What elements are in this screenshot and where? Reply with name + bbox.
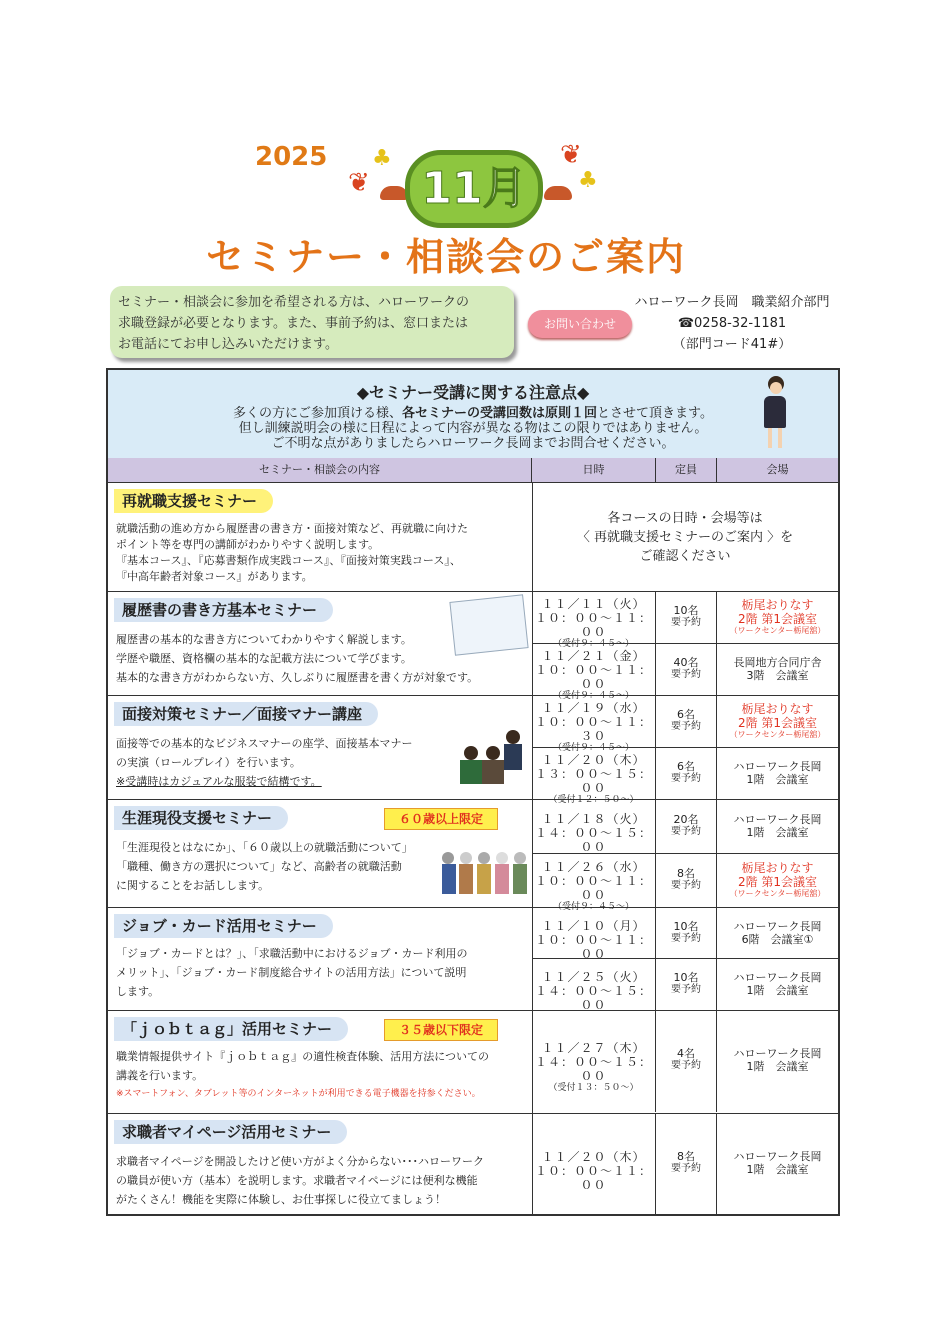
slot-venue bbox=[717, 854, 838, 907]
seminar-name: 履歴書の書き方基本セミナー bbox=[114, 598, 333, 622]
reference-note bbox=[532, 509, 838, 566]
desc-line: 「ジョブ・カードとは？」、「求職活動中におけるジョブ・カード利用の bbox=[116, 947, 468, 960]
schedule-slot bbox=[532, 958, 838, 1010]
reception-text: （受付９：４５～） bbox=[552, 902, 634, 912]
seminar-name: 「ｊｏｂｔａｇ」活用セミナー bbox=[114, 1017, 348, 1041]
desc-line: 履歴書の基本的な書き方についてわかりやすく解説します。 bbox=[116, 633, 412, 646]
seminar-name: 面接対策セミナー／面接マナー講座 bbox=[114, 702, 378, 726]
slot-capacity bbox=[656, 959, 717, 1010]
office-name: ハローワーク長岡 職業紹介部門 bbox=[634, 295, 830, 310]
venue-note: （ワークセンター栃尾舘） bbox=[729, 730, 826, 739]
desc-line: 職業情報提供サイト『ｊｏｂｔａｇ』の適性検査体験、活用方法についての bbox=[116, 1050, 490, 1063]
desc-line: 講義を行います。 bbox=[116, 1069, 204, 1082]
venue-room: 1階 会議室 bbox=[746, 1060, 809, 1073]
reception-text: （受付１３：５０～） bbox=[548, 1083, 639, 1093]
venue-room: 6階 会議室① bbox=[741, 933, 814, 946]
year: 2025 bbox=[255, 142, 328, 172]
slot-venue bbox=[717, 908, 838, 958]
seminar-description bbox=[116, 1047, 526, 1103]
table-row bbox=[108, 696, 838, 805]
slot-venue bbox=[717, 592, 838, 643]
slot-date bbox=[532, 644, 656, 701]
note-line-3: ご不明な点がありましたらハローワーク長岡までお問合せください。 bbox=[271, 436, 675, 451]
header-content: セミナー・相談会の内容 bbox=[108, 458, 532, 482]
capacity-text: 10名 bbox=[673, 920, 699, 933]
slot-capacity bbox=[656, 854, 717, 907]
venue-text: 栃尾おりなす bbox=[741, 861, 814, 875]
venue-text: ハローワーク長岡 bbox=[733, 971, 822, 984]
seminar-info bbox=[108, 908, 533, 1010]
venue-note: （ワークセンター栃尾舘） bbox=[729, 626, 826, 635]
time-text: １３：００～１５：００ bbox=[534, 767, 652, 795]
slot-date bbox=[532, 1011, 656, 1112]
contact-button[interactable]: お問い合わせ bbox=[528, 310, 632, 338]
desc-line: 就職活動の進め方から履歴書の書き方・面接対策など、再就職に向けた bbox=[116, 522, 468, 535]
date-text: １１／２５（火） bbox=[541, 970, 646, 984]
reserve-text: 要予約 bbox=[671, 721, 701, 732]
ginkgo-leaf-icon: ♣ bbox=[372, 146, 392, 171]
table-row bbox=[108, 592, 838, 701]
staff-person-icon bbox=[760, 376, 790, 452]
desc-line: に関することをお話しします。 bbox=[116, 879, 270, 892]
slot-venue bbox=[717, 644, 838, 695]
slot-venue bbox=[717, 800, 838, 853]
venue-text: ハローワーク長岡 bbox=[733, 760, 822, 773]
desc-line: 『基本コース』、『応募書類作成実践コース』、『面接対策実践コース』、 bbox=[116, 554, 461, 567]
notice-line: セミナー・相談会に参加を希望される方は、ハローワークの bbox=[118, 295, 470, 310]
time-text: １０：００～１１：００ bbox=[534, 874, 652, 902]
seminar-info bbox=[108, 483, 533, 591]
desc-line: ポイント等を専門の講師がわかりやすく説明します。 bbox=[116, 538, 380, 551]
table-header bbox=[108, 458, 838, 483]
seminar-info bbox=[108, 800, 533, 907]
venue-room: 1階 会議室 bbox=[746, 773, 809, 786]
reserve-text: 要予約 bbox=[671, 984, 701, 995]
venue-room: 1階 会議室 bbox=[746, 1163, 809, 1176]
desc-line: 学歴や職歴、資格欄の基本的な記載方法について学びます。 bbox=[116, 652, 412, 665]
slot-venue bbox=[717, 696, 838, 747]
desc-line: 「職種、働き方の選択について」など、高齢者の就職活動 bbox=[116, 860, 402, 873]
table-row bbox=[108, 483, 838, 592]
time-text: １４：００～１５：００ bbox=[534, 984, 652, 1012]
seminar-name: 再就職支援セミナー bbox=[114, 489, 273, 513]
desc-line: の職員が使い方（基本）を説明します。求職者マイページには便利な機能 bbox=[116, 1174, 478, 1187]
capacity-text: 8名 bbox=[677, 1150, 695, 1163]
page-title: セミナー・相談会のご案内 bbox=[206, 235, 687, 279]
age-limit-badge: ６０歳以上限定 bbox=[384, 808, 498, 830]
schedule-slot bbox=[532, 747, 838, 805]
venue-text: 長岡地方合同庁舎 bbox=[733, 656, 822, 669]
venue-room: 1階 会議室 bbox=[746, 984, 809, 997]
capacity-text: 10名 bbox=[673, 604, 699, 617]
note-line: 〈 再就職支援セミナーのご案内 〉を bbox=[576, 530, 794, 545]
time-text: １０：００～１１：００ bbox=[534, 611, 652, 639]
capacity-text: 6名 bbox=[677, 708, 695, 721]
note-line: ご確認ください bbox=[639, 549, 731, 564]
reception-text: （受付９：４５～） bbox=[552, 691, 634, 701]
slot-capacity bbox=[656, 748, 717, 799]
slot-capacity bbox=[656, 908, 717, 958]
table-row bbox=[108, 1011, 838, 1114]
desc-line: 求職者マイページを開設したけど使い方がよく分からない･･･ハローワーク bbox=[116, 1155, 485, 1168]
maple-leaf-icon: ❦ bbox=[348, 168, 370, 198]
seminar-info bbox=[108, 592, 533, 695]
reserve-text: 要予約 bbox=[671, 617, 701, 628]
time-text: １０：００～１１：００ bbox=[534, 663, 652, 691]
seminar-description bbox=[116, 521, 526, 585]
schedule-slot bbox=[532, 696, 838, 753]
contact-info bbox=[632, 292, 832, 355]
slot-capacity bbox=[656, 1011, 717, 1112]
time-text: １０：００～１１：００ bbox=[534, 933, 652, 961]
slot-date bbox=[532, 854, 656, 912]
venue-room: 2階 第1会議室 bbox=[737, 875, 818, 889]
venue-text: 栃尾おりなす bbox=[741, 702, 814, 716]
maple-leaf-icon: ❦ bbox=[560, 140, 582, 170]
date-text: １１／２０（木） bbox=[541, 753, 646, 767]
seminar-description bbox=[116, 1152, 526, 1209]
mushroom-icon bbox=[380, 186, 408, 200]
date-text: １１／１０（月） bbox=[541, 919, 646, 933]
desc-line: 『中高年齢者対象コース』があります。 bbox=[116, 570, 313, 583]
slot-venue bbox=[717, 1011, 838, 1112]
seminar-info bbox=[108, 1114, 533, 1214]
note-line-2: 但し訓練説明会の様に日程によって内容が異なる物はこの限りではありません。 bbox=[238, 421, 708, 436]
capacity-text: 40名 bbox=[673, 656, 699, 669]
month-badge: 11月 bbox=[405, 150, 543, 228]
venue-text: ハローワーク長岡 bbox=[733, 1150, 822, 1163]
reserve-text: 要予約 bbox=[671, 933, 701, 944]
seminar-name: 求職者マイページ活用セミナー bbox=[114, 1120, 347, 1144]
desc-line: がたくさん！機能を実際に体験し、お仕事探しに役立てましょう！ bbox=[116, 1193, 446, 1206]
slot-date bbox=[532, 800, 656, 853]
time-text: １０：００～１１：００ bbox=[534, 1164, 652, 1192]
mushroom-icon bbox=[544, 186, 572, 200]
schedule-slot bbox=[532, 800, 838, 853]
desc-line: 面接等での基本的なビジネスマナーの座学、面接基本マナー bbox=[116, 737, 413, 750]
registration-notice bbox=[110, 286, 514, 358]
reserve-text: 要予約 bbox=[671, 1060, 701, 1071]
date-text: １１／２７（木） bbox=[541, 1041, 646, 1055]
notes-section bbox=[108, 370, 838, 459]
date-text: １１／１１（火） bbox=[541, 597, 646, 611]
time-text: １４：００～１５：００ bbox=[534, 826, 652, 854]
desc-line: します。 bbox=[116, 985, 160, 998]
desc-line: の実演（ロールプレイ）を行います。 bbox=[116, 756, 301, 769]
venue-room: 2階 第1会議室 bbox=[737, 716, 818, 730]
interview-people-icon bbox=[460, 730, 526, 790]
senior-group-icon bbox=[442, 852, 528, 898]
reception-text: （受付１２：５０～） bbox=[548, 795, 639, 805]
venue-room: 2階 第1会議室 bbox=[737, 612, 818, 626]
ginkgo-leaf-icon: ♣ bbox=[578, 168, 598, 193]
venue-text: ハローワーク長岡 bbox=[733, 920, 822, 933]
reserve-text: 要予約 bbox=[671, 826, 701, 837]
date-text: １１／２１（金） bbox=[541, 649, 646, 663]
notice-line: お電話にてお申し込みいただけます。 bbox=[118, 337, 338, 352]
venue-room: 1階 会議室 bbox=[746, 826, 809, 839]
capacity-text: 4名 bbox=[677, 1047, 695, 1060]
slot-venue bbox=[717, 959, 838, 1010]
slot-date bbox=[532, 1114, 656, 1214]
department-code: （部門コード41#） bbox=[672, 337, 792, 352]
capacity-text: 6名 bbox=[677, 760, 695, 773]
table-row bbox=[108, 908, 838, 1011]
desc-line: ※受講時はカジュアルな服装で結構です。 bbox=[116, 775, 322, 788]
note-text: 多くの方にご参加頂ける様、 bbox=[233, 406, 403, 421]
time-text: １０：００～１１：３０ bbox=[534, 715, 652, 743]
seminar-name: 生涯現役支援セミナー bbox=[114, 806, 288, 830]
desc-line: 「生涯現役とはなにか」、「６０歳以上の就職活動について」 bbox=[116, 841, 413, 854]
note-emphasis: 各セミナーの受講回数は原則１回 bbox=[402, 406, 598, 421]
seminar-info bbox=[108, 1011, 533, 1113]
slot-date bbox=[532, 959, 656, 1010]
notes-title: ◆セミナー受講に関する注意点◆ bbox=[356, 383, 590, 402]
desc-line: 基本的な書き方がわからない方、久しぶりに履歴書を書く方が対象です。 bbox=[116, 671, 479, 684]
header-capacity: 定員 bbox=[656, 458, 717, 482]
venue-text: ハローワーク長岡 bbox=[733, 813, 822, 826]
capacity-text: 8名 bbox=[677, 867, 695, 880]
note-line: 各コースの日時・会場等は bbox=[607, 511, 763, 526]
seminar-table bbox=[106, 368, 840, 1216]
venue-room: 3階 会議室 bbox=[746, 669, 809, 682]
venue-text: ハローワーク長岡 bbox=[733, 1047, 822, 1060]
desc-line: メリット」、「ジョブ・カード制度総合サイトの活用方法」について説明 bbox=[116, 966, 467, 979]
schedule-slot bbox=[532, 908, 838, 961]
capacity-text: 10名 bbox=[673, 971, 699, 984]
slot-capacity bbox=[656, 696, 717, 747]
reserve-text: 要予約 bbox=[671, 773, 701, 784]
note-text: とさせて頂きます。 bbox=[597, 406, 713, 421]
seminar-info bbox=[108, 696, 533, 799]
schedule-slot bbox=[532, 643, 838, 701]
slot-date bbox=[532, 592, 656, 649]
schedule-slot bbox=[532, 853, 838, 912]
notice-line: 求職登録が必要となります。また、事前予約は、窓口または bbox=[118, 316, 468, 331]
venue-text: 栃尾おりなす bbox=[741, 598, 814, 612]
reserve-text: 要予約 bbox=[671, 1163, 701, 1174]
header-venue: 会場 bbox=[766, 463, 789, 476]
schedule-slot bbox=[532, 592, 838, 649]
slot-date bbox=[532, 696, 656, 753]
date-text: １１／２０（木） bbox=[541, 1150, 646, 1164]
age-limit-badge: ３５歳以下限定 bbox=[384, 1019, 498, 1041]
reception-text: （受付９：４５～） bbox=[552, 743, 634, 753]
seminar-name: ジョブ・カード活用セミナー bbox=[114, 914, 333, 938]
date-text: １１／１９（水） bbox=[541, 701, 646, 715]
reception-text: （受付９：４５～） bbox=[552, 639, 634, 649]
slot-venue bbox=[717, 748, 838, 799]
schedule-slot bbox=[532, 1114, 838, 1214]
resume-document-icon bbox=[449, 594, 528, 655]
slot-venue bbox=[717, 1114, 838, 1214]
slot-capacity bbox=[656, 1114, 717, 1214]
seminar-description bbox=[116, 944, 526, 1001]
venue-note: （ワークセンター栃尾舘） bbox=[729, 889, 826, 898]
date-text: １１／２６（水） bbox=[541, 860, 646, 874]
slot-capacity bbox=[656, 592, 717, 643]
phone-number: ☎0258-32-1181 bbox=[677, 316, 787, 331]
warning-text: ※スマートフォン、タブレット等のインターネットが利用できる電子機器を持参ください。 bbox=[116, 1089, 481, 1099]
capacity-text: 20名 bbox=[673, 813, 699, 826]
table-row bbox=[108, 1114, 838, 1214]
slot-capacity bbox=[656, 644, 717, 695]
slot-date bbox=[532, 748, 656, 805]
slot-date bbox=[532, 908, 656, 961]
date-text: １１／１８（火） bbox=[541, 812, 646, 826]
table-row bbox=[108, 800, 838, 912]
time-text: １４：００～１５：００ bbox=[534, 1055, 652, 1083]
header-datetime: 日時 bbox=[532, 458, 656, 482]
slot-capacity bbox=[656, 800, 717, 853]
reserve-text: 要予約 bbox=[671, 669, 701, 680]
schedule-slot bbox=[532, 1011, 838, 1112]
reserve-text: 要予約 bbox=[671, 880, 701, 891]
